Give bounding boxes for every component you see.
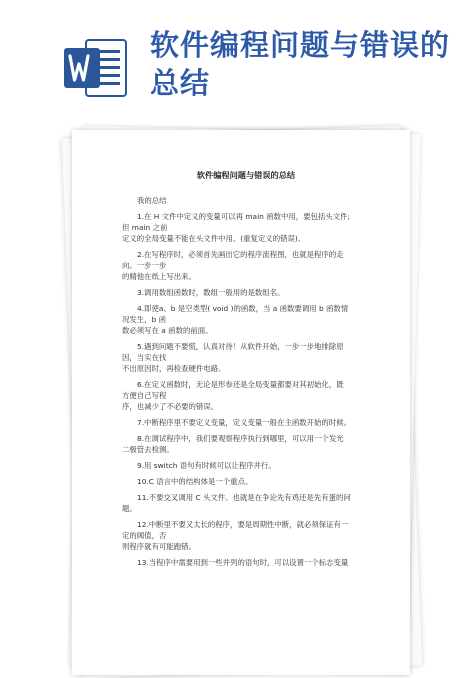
paragraph-line: 况发生，b 函 [122, 315, 166, 324]
paragraph [122, 433, 370, 455]
paragraph-line: 6.在定义函数时，无论是形参还是全局变量都要对其初始化，既 [137, 380, 344, 389]
header [0, 0, 474, 120]
paragraph-line: 但 main 之前 [122, 223, 168, 232]
paragraph-line: 序，也减少了不必要的错误。 [122, 402, 219, 411]
paragraph-line: 数必须写在 a 函数的前面。 [122, 326, 213, 335]
paragraph-line: 我的总结 [137, 196, 167, 205]
paragraph-line: 2.在写程序时，必须首先画出它的程序流程图，也就是程序的走 [137, 250, 344, 259]
word-icon [62, 36, 128, 100]
paragraph-line: 7.中断程序里不要定义变量，定义变量一般在主函数开始的时候。 [137, 418, 351, 427]
paragraph [122, 379, 370, 412]
paragraph-line: 11.不要交叉调用 C 头文件。也就是在争论先有鸡还是先有蛋的问 [137, 493, 351, 502]
paragraph-line: 定的阈值，否 [122, 531, 167, 540]
paragraph-line: 题。 [122, 504, 137, 513]
paragraph [122, 249, 370, 282]
paragraph-line: 的精他在纸上写出来。 [122, 272, 196, 281]
page-content [122, 170, 370, 573]
paragraph [122, 303, 370, 336]
paragraph-line: 则程序就有可能跑错。 [122, 542, 196, 551]
paragraph-line: 不出原因时，再检查硬件电路。 [122, 364, 226, 373]
paragraph [122, 476, 370, 487]
paragraph-line: 12.中断里不要又太长的程序，要是周期性中断，就必须保证有一 [137, 520, 349, 529]
paragraph [122, 460, 370, 471]
paragraph-line: 13.当程序中需要用到一些并列的语句时，可以设置一个标志变量 [137, 558, 349, 567]
paragraph [122, 287, 370, 298]
paragraph-line: 向。一步一步 [122, 261, 167, 270]
paragraph [122, 211, 370, 244]
paragraph-line: 4.即使a、b 是空类型( void )的函数，当 a 函数要调用 b 函数情 [137, 304, 349, 313]
paragraph-line: 5.遇到问题不要慌，认真对待！从软件开始，一步一步地排除原 [137, 342, 344, 351]
paragraph [122, 557, 370, 568]
paragraph [122, 195, 370, 206]
paragraph [122, 417, 370, 428]
page-title: 软件编程问题与错误的总结 [196, 170, 296, 180]
paragraph-line: 3.调用数组函数时，数组一般用的是数组名。 [137, 288, 285, 297]
paragraph-line: 9.用 switch 语句有时候可以让程序并行。 [137, 461, 276, 470]
paragraph [122, 519, 370, 552]
paragraph-line: 二极管去检测。 [122, 445, 174, 454]
paragraph-line: 1.在 H 文件中定义的变量可以再 main 函数中用，要包括头文件; [137, 212, 350, 221]
paragraph-line: 8.在调试程序中，我们要观察程序执行到哪里，可以用一个发光 [137, 434, 344, 443]
paragraph-list [122, 195, 370, 568]
paragraph-line: 因，当实在找 [122, 353, 167, 362]
paragraph-line: 10.C 语言中的结构体是一个重点。 [137, 477, 253, 486]
paragraph-line: 方便自己写程 [122, 391, 167, 400]
paragraph-line: 定义的全局变量不能在头文件中用。(重复定义的错误)。 [122, 234, 306, 243]
paragraph [122, 341, 370, 374]
paragraph [122, 492, 370, 514]
document-header-title: 软件编程问题与错误的总结 [150, 28, 451, 100]
document-page [72, 130, 410, 675]
